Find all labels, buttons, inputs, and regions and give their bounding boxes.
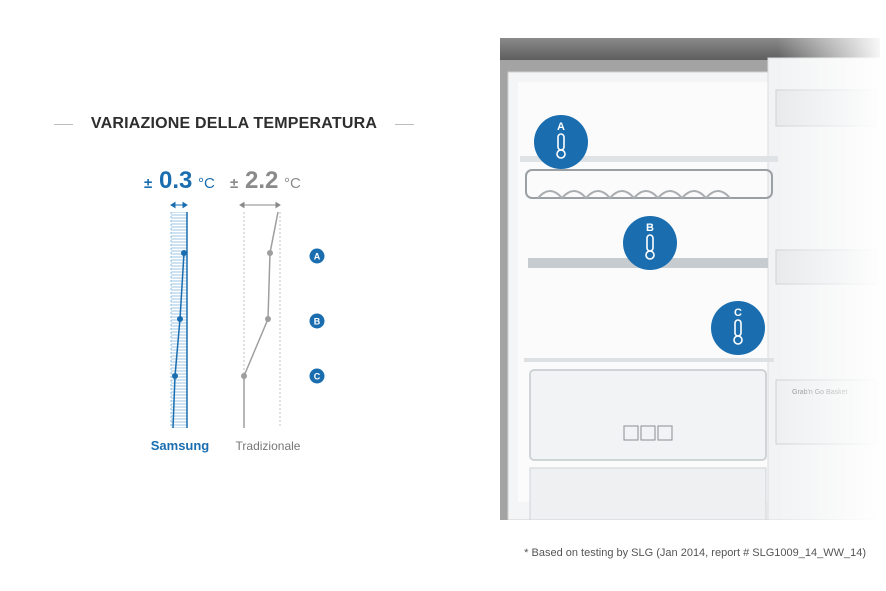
zone-badge-a-label: A xyxy=(313,251,321,262)
traditional-series-line xyxy=(244,212,278,428)
samsung-variation-unit: °C xyxy=(198,175,215,192)
samsung-point-c xyxy=(172,373,178,379)
samsung-point-b xyxy=(177,316,183,322)
traditional-point-c xyxy=(241,373,247,379)
zone-badge-c xyxy=(310,369,325,384)
traditional-point-a xyxy=(267,250,273,256)
title-left-divider xyxy=(54,124,73,125)
zone-badge-a xyxy=(310,249,325,264)
right-fade-overlay xyxy=(498,30,886,520)
samsung-range-arrow-icon xyxy=(171,203,187,208)
chart-title-row xyxy=(54,112,414,136)
fridge-illustration xyxy=(498,30,886,520)
traditional-point-b xyxy=(265,316,271,322)
temperature-chart xyxy=(120,160,340,460)
chart-title: VARIAZIONE DELLA TEMPERATURA xyxy=(90,115,378,132)
traditional-variation-unit: °C xyxy=(284,175,301,192)
samsung-variation-prefix: ± xyxy=(144,175,153,192)
title-right-divider xyxy=(395,124,414,125)
zone-badge-b xyxy=(310,314,325,329)
traditional-series-label: Tradizionale xyxy=(235,439,301,453)
samsung-point-a xyxy=(181,250,187,256)
traditional-range-arrow-icon xyxy=(240,203,280,208)
zone-badge-c-label: C xyxy=(313,371,321,382)
footnote: * Based on testing by SLG (Jan 2014, report # SLG1009_14_WW_14) xyxy=(524,547,866,559)
traditional-variation-prefix: ± xyxy=(230,175,239,192)
zone-badge-b-label: B xyxy=(313,316,321,327)
samsung-series-label: Samsung xyxy=(150,438,210,453)
samsung-variation-value: 0.3 xyxy=(159,167,193,194)
traditional-variation-value: 2.2 xyxy=(245,167,279,194)
